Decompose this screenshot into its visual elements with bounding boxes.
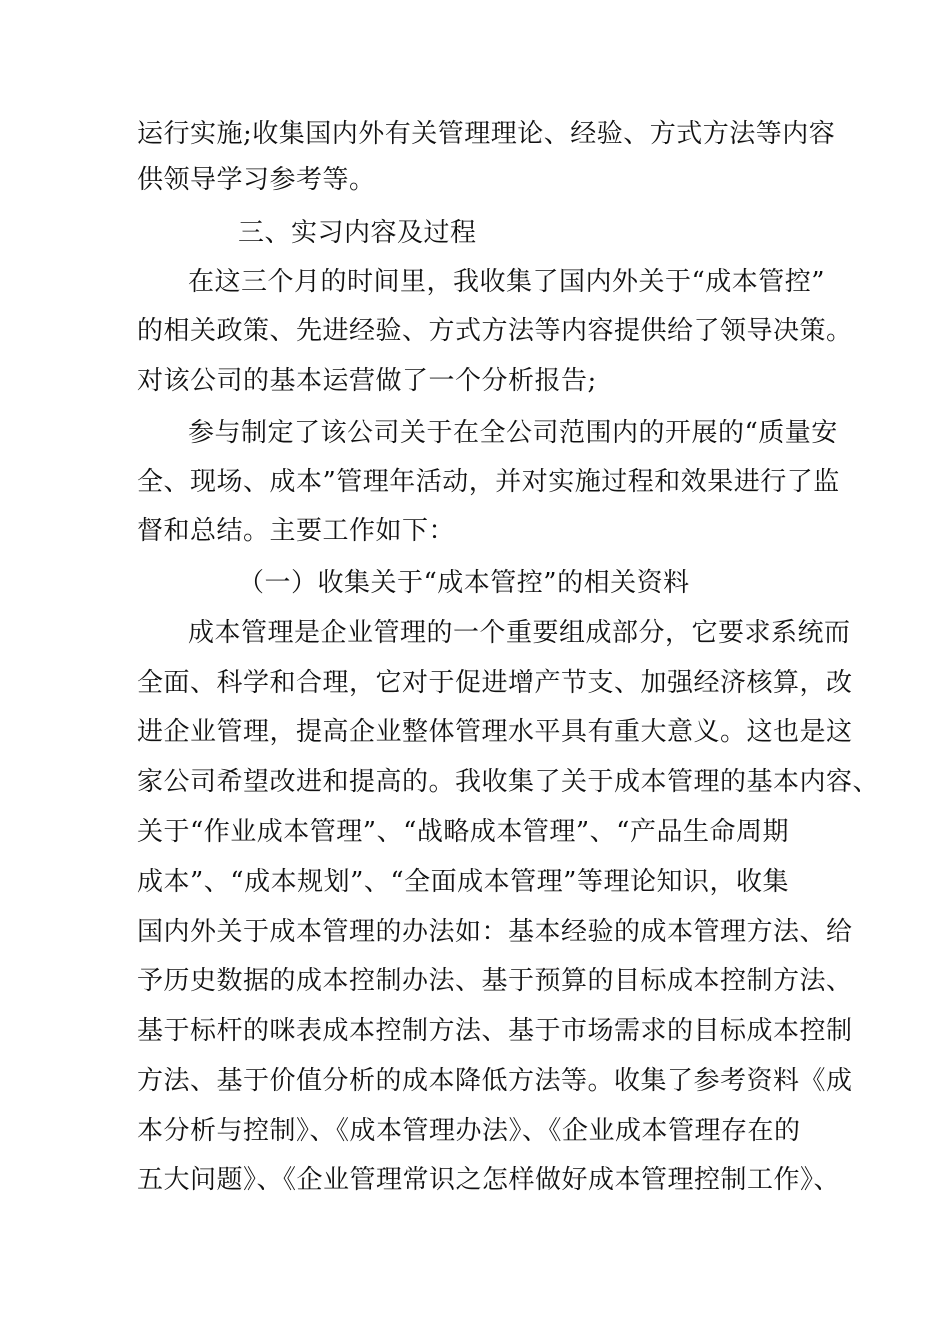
body-line: 全面、科学和合理，它对于促进增产节支、加强经济核算，改 — [137, 668, 853, 698]
body-line: 对该公司的基本运营做了一个分析报告; — [137, 366, 597, 396]
subsection-heading: （一）收集关于“成本管控”的相关资料 — [238, 568, 690, 598]
paragraph-start: 在这三个月的时间里，我收集了国内外关于“成本管控” — [188, 267, 826, 297]
body-line: 关于“作业成本管理”、“战略成本管理”、“产品生命周期 — [137, 817, 789, 847]
body-line: 方法、基于价值分析的成本降低方法等。收集了参考资料《成 — [137, 1066, 853, 1096]
body-line: 运行实施;收集国内外有关管理理论、经验、方式方法等内容 — [137, 119, 836, 149]
body-line: 国内外关于成本管理的办法如：基本经验的成本管理方法、给 — [137, 917, 853, 947]
body-line: 本分析与控制》、《成本管理办法》、《企业成本管理存在的 — [137, 1116, 801, 1146]
body-line: 供领导学习参考等。 — [137, 165, 376, 195]
body-line: 成本”、“成本规划”、“全面成本管理”等理论知识，收集 — [137, 867, 789, 897]
section-heading: 三、实习内容及过程 — [238, 218, 477, 248]
body-line: 进企业管理，提高企业整体管理水平具有重大意义。这也是这 — [137, 717, 853, 747]
paragraph-start: 参与制定了该公司关于在全公司范围内的开展的“质量安 — [188, 418, 838, 448]
body-line: 五大问题》、《企业管理常识之怎样做好成本管理控制工作》、 — [137, 1165, 841, 1195]
body-line: 家公司希望改进和提高的。我收集了关于成本管理的基本内容、 — [137, 767, 880, 797]
body-line: 督和总结。主要工作如下： — [137, 516, 456, 546]
paragraph-start: 成本管理是企业管理的一个重要组成部分，它要求系统而 — [188, 618, 851, 648]
body-line: 全、现场、成本”管理年活动，并对实施过程和效果进行了监 — [137, 467, 840, 497]
body-line: 基于标杆的咪表成本控制方法、基于市场需求的目标成本控制 — [137, 1016, 853, 1046]
body-line: 予历史数据的成本控制办法、基于预算的目标成本控制方法、 — [137, 966, 853, 996]
body-line: 的相关政策、先进经验、方式方法等内容提供给了领导决策。 — [137, 316, 853, 346]
